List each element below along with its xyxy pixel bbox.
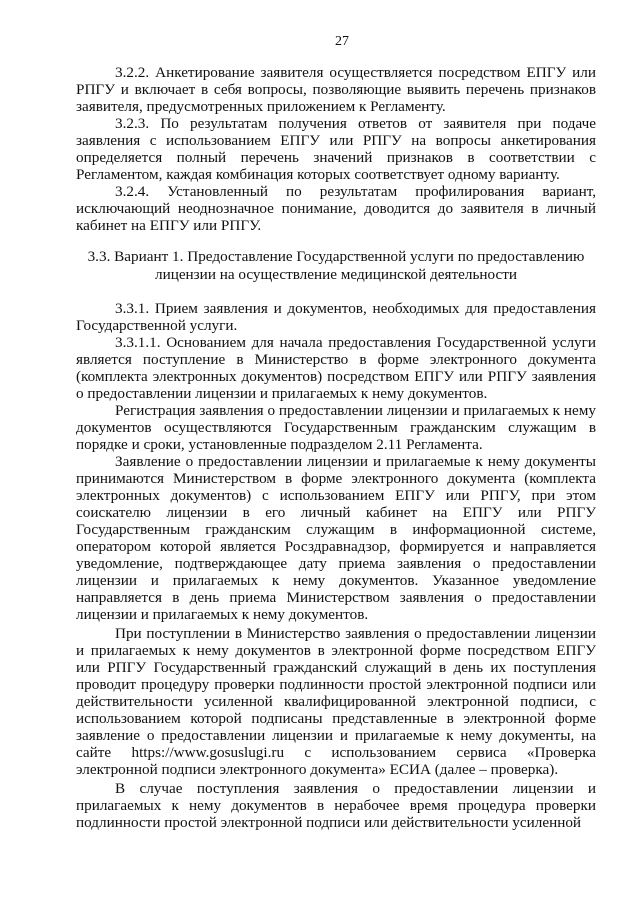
paragraph-3-2-3: 3.2.3. По результатам получения ответов от заявителя при подаче заявления с использованием ЕПГУ или РПГУ на вопросы анкетирования определяется полный перечень значений признаков в соответствии с Регламентом, каждая комбинация которых соответствует одному варианту.: [76, 115, 596, 183]
paragraph-nonworking-time: В случае поступления заявления о предоставлении лицензии и прилагаемых к нему документов в нерабочее время процедура проверки подлинности простой электронной подписи или действительности усиленной: [76, 780, 596, 831]
page-number: 27: [335, 34, 349, 49]
paragraph-3-2-4: 3.2.4. Установленный по результатам профилирования вариант, исключающий неоднозначное понимание, доводится до заявителя в личный кабинет на ЕПГУ или РПГУ.: [76, 183, 596, 234]
paragraph-signature-check: При поступлении в Министерство заявления о предоставлении лицензии и прилагаемых к нему документов в электронной форме посредством ЕПГУ или РПГУ Государственный гражданский служащий в день их поступления проводит процедуру проверки подлинности простой электронной подписи или действительности усиленной квалифицированной электронной подписи, с использованием которой подписаны представленные в электронной форме заявление о предоставлении лицензии и прилагаемые к нему документы, на сайте https://www.gosuslugi.ru с использованием сервиса «Проверка электронной подписи электронного документа» ЕСИА (далее – проверка).: [76, 625, 596, 778]
paragraph-registration: Регистрация заявления о предоставлении лицензии и прилагаемых к нему документов осуществляются Государственным гражданским служащим в порядке и сроки, установленные подразделом 2.11 Регламента.: [76, 402, 596, 453]
paragraph-acceptance: Заявление о предоставлении лицензии и прилагаемые к нему документы принимаются Министерством в форме электронного документа (комплекта электронных документов) с использованием ЕПГУ или РПГУ, при этом соискателю лицензии в его личный кабинет на ЕПГУ или РПГУ Государственным гражданским служащим в информационной системе, оператором которой является Росздравнадзор, формируется и направляется уведомление, подтверждающее дату приема заявления о предоставлении лицензии и прилагаемых к нему документов. Указанное уведомление направляется в день приема Министерством заявления о предоставлении лицензии и прилагаемых к нему документов.: [76, 453, 596, 623]
paragraph-3-2-2: 3.2.2. Анкетирование заявителя осуществляется посредством ЕПГУ или РПГУ и включает в себя вопросы, позволяющие выявить перечень признаков заявителя, предусмотренных приложением к Регламенту.: [76, 64, 596, 115]
paragraph-3-3-1: 3.3.1. Прием заявления и документов, необходимых для предоставления Государственной услуги.: [76, 300, 596, 334]
section-title-3-3: 3.3. Вариант 1. Предоставление Государственной услуги по предоставлению лицензии на осуществление медицинской деятельности: [87, 248, 585, 283]
paragraph-3-3-1-1: 3.3.1.1. Основанием для начала предоставления Государственной услуги является поступление в Министерство в форме электронного документа (комплекта электронных документов) посредством ЕПГУ или РПГУ заявления о предоставлении лицензии и прилагаемых к нему документов.: [76, 334, 596, 402]
